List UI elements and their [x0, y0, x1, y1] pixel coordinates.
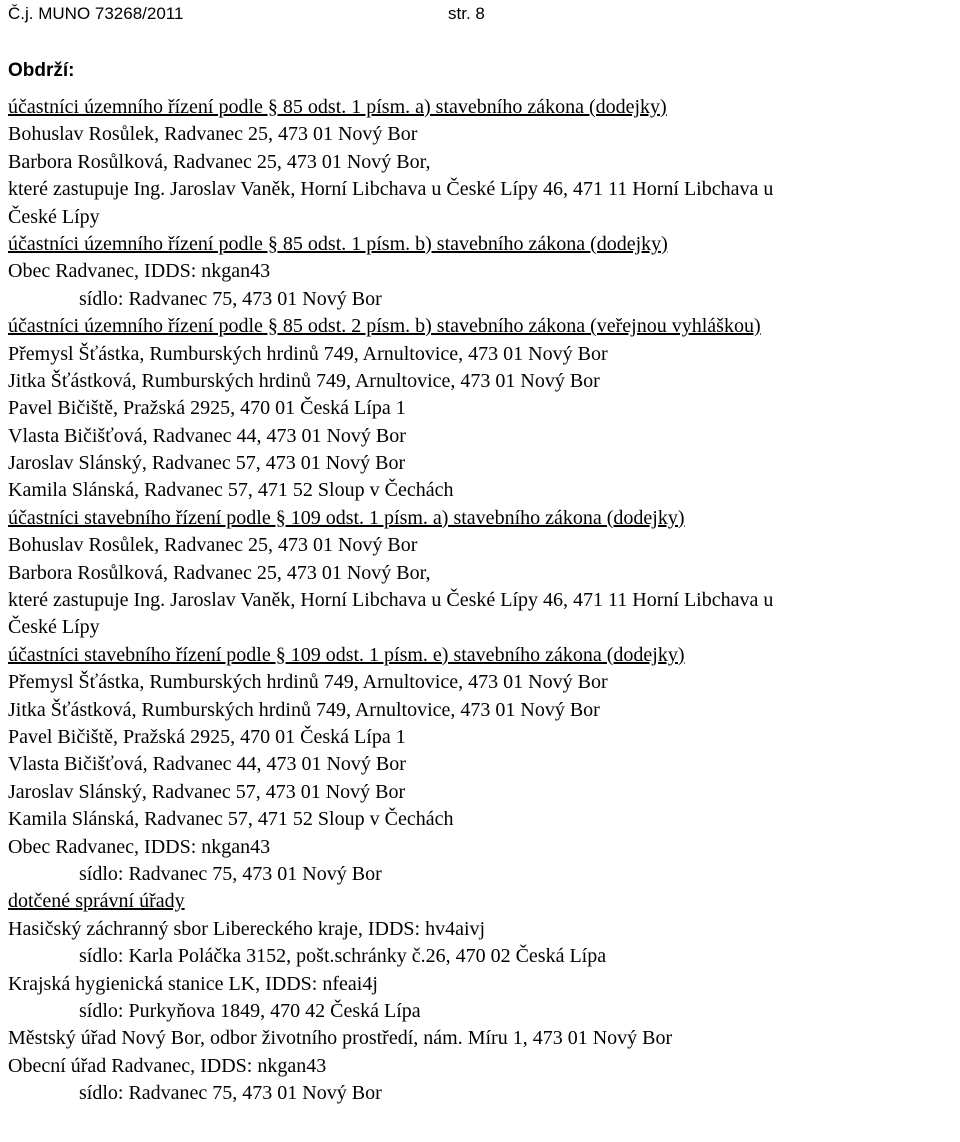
section-heading — [8, 888, 960, 915]
line-text: účastníci územního řízení podle § 85 odst. 1 písm. b) stavebního zákona (dodejky) — [8, 232, 668, 255]
recipient-line — [8, 560, 960, 587]
line-text: Barbora Rosůlková, Radvanec 25, 473 01 Nový Bor, — [8, 561, 431, 584]
line-text: účastníci stavebního řízení podle § 109 odst. 1 písm. e) stavebního zákona (dodejky) — [8, 643, 685, 666]
recipient-line — [8, 121, 960, 148]
recipient-line — [8, 176, 960, 203]
line-text: Krajská hygienická stanice LK, IDDS: nfeai4j — [8, 972, 378, 995]
recipients-heading: Obdrží: — [8, 60, 75, 81]
line-text: které zastupuje Ing. Jaroslav Vaněk, Horní Libchava u České Lípy 46, 471 11 Horní Libchava u — [8, 589, 774, 612]
recipients-list — [8, 94, 960, 1107]
section-heading — [8, 231, 960, 258]
line-text: účastníci územního řízení podle § 85 odst. 1 písm. a) stavebního zákona (dodejky) — [8, 96, 667, 118]
recipient-line — [8, 395, 960, 422]
recipient-line — [8, 779, 960, 806]
recipient-line — [8, 149, 960, 176]
recipient-line — [8, 724, 960, 751]
recipient-line — [8, 697, 960, 724]
address-line — [8, 286, 960, 313]
line-text: Městský úřad Nový Bor, odbor životního prostředí, nám. Míru 1, 473 01 Nový Bor — [8, 1027, 673, 1050]
recipient-line — [8, 614, 960, 641]
line-text: účastníci územního řízení podle § 85 odst. 2 písm. b) stavebního zákona (veřejnou vyhláškou) — [8, 315, 761, 338]
recipient-line — [8, 258, 960, 285]
section-heading — [8, 313, 960, 340]
recipient-line — [8, 532, 960, 559]
line-text: České Lípy — [8, 616, 100, 639]
line-text: sídlo: Radvanec 75, 473 01 Nový Bor — [79, 862, 382, 885]
line-text: Vlasta Bičišťová, Radvanec 44, 473 01 Nový Bor — [8, 753, 406, 776]
recipient-line — [8, 204, 960, 231]
recipient-line — [8, 450, 960, 477]
line-text: sídlo: Purkyňova 1849, 470 42 Česká Lípa — [79, 999, 421, 1022]
address-line — [8, 998, 960, 1025]
line-text: Obec Radvanec, IDDS: nkgan43 — [8, 835, 271, 858]
page-number: str. 8 — [448, 4, 485, 23]
line-text: Obecní úřad Radvanec, IDDS: nkgan43 — [8, 1054, 327, 1077]
recipient-line — [8, 368, 960, 395]
line-text: Pavel Bičiště, Pražská 2925, 470 01 Česká Lípa 1 — [8, 725, 406, 748]
line-text: Pavel Bičiště, Pražská 2925, 470 01 Česká Lípa 1 — [8, 397, 406, 420]
recipient-line — [8, 587, 960, 614]
line-text: sídlo: Karla Poláčka 3152, pošt.schránky č.26, 470 02 Česká Lípa — [79, 945, 607, 968]
address-line — [8, 861, 960, 888]
line-text: sídlo: Radvanec 75, 473 01 Nový Bor — [79, 1082, 382, 1105]
line-text: dotčené správní úřady — [8, 890, 185, 913]
line-text: Jaroslav Slánský, Radvanec 57, 473 01 Nový Bor — [8, 452, 406, 475]
line-text: Hasičský záchranný sbor Libereckého kraje, IDDS: hv4aivj — [8, 917, 486, 940]
line-text: Jitka Šťástková, Rumburských hrdinů 749, Arnultovice, 473 01 Nový Bor — [8, 698, 600, 721]
section-heading — [8, 94, 960, 121]
line-text: Kamila Slánská, Radvanec 57, 471 52 Sloup v Čechách — [8, 808, 454, 831]
recipient-line — [8, 477, 960, 504]
line-text: Barbora Rosůlková, Radvanec 25, 473 01 Nový Bor, — [8, 150, 431, 173]
page-header — [8, 4, 485, 24]
line-text: Přemysl Šťástka, Rumburských hrdinů 749, Arnultovice, 473 01 Nový Bor — [8, 671, 608, 694]
address-line — [8, 1080, 960, 1107]
document-reference: Č.j. MUNO 73268/2011 — [8, 4, 184, 23]
recipient-line — [8, 341, 960, 368]
recipient-line — [8, 916, 960, 943]
recipient-line — [8, 971, 960, 998]
line-text: sídlo: Radvanec 75, 473 01 Nový Bor — [79, 287, 382, 310]
line-text: Obec Radvanec, IDDS: nkgan43 — [8, 260, 271, 283]
address-line — [8, 943, 960, 970]
line-text: Vlasta Bičišťová, Radvanec 44, 473 01 Nový Bor — [8, 424, 406, 447]
line-text: Jaroslav Slánský, Radvanec 57, 473 01 Nový Bor — [8, 780, 406, 803]
line-text: Kamila Slánská, Radvanec 57, 471 52 Sloup v Čechách — [8, 479, 454, 502]
recipient-line — [8, 751, 960, 778]
recipient-line — [8, 834, 960, 861]
line-text: které zastupuje Ing. Jaroslav Vaněk, Horní Libchava u České Lípy 46, 471 11 Horní Libchava u — [8, 178, 774, 201]
recipient-line — [8, 1025, 960, 1052]
line-text: Jitka Šťástková, Rumburských hrdinů 749, Arnultovice, 473 01 Nový Bor — [8, 369, 600, 392]
line-text: České Lípy — [8, 205, 100, 228]
section-heading — [8, 642, 960, 669]
recipient-line — [8, 423, 960, 450]
recipient-line — [8, 669, 960, 696]
line-text: Přemysl Šťástka, Rumburských hrdinů 749, Arnultovice, 473 01 Nový Bor — [8, 342, 608, 365]
line-text: Bohuslav Rosůlek, Radvanec 25, 473 01 Nový Bor — [8, 534, 418, 557]
line-text: Bohuslav Rosůlek, Radvanec 25, 473 01 Nový Bor — [8, 123, 418, 146]
recipient-line — [8, 1053, 960, 1080]
line-text: účastníci stavebního řízení podle § 109 odst. 1 písm. a) stavebního zákona (dodejky) — [8, 506, 685, 529]
section-heading — [8, 505, 960, 532]
recipient-line — [8, 806, 960, 833]
